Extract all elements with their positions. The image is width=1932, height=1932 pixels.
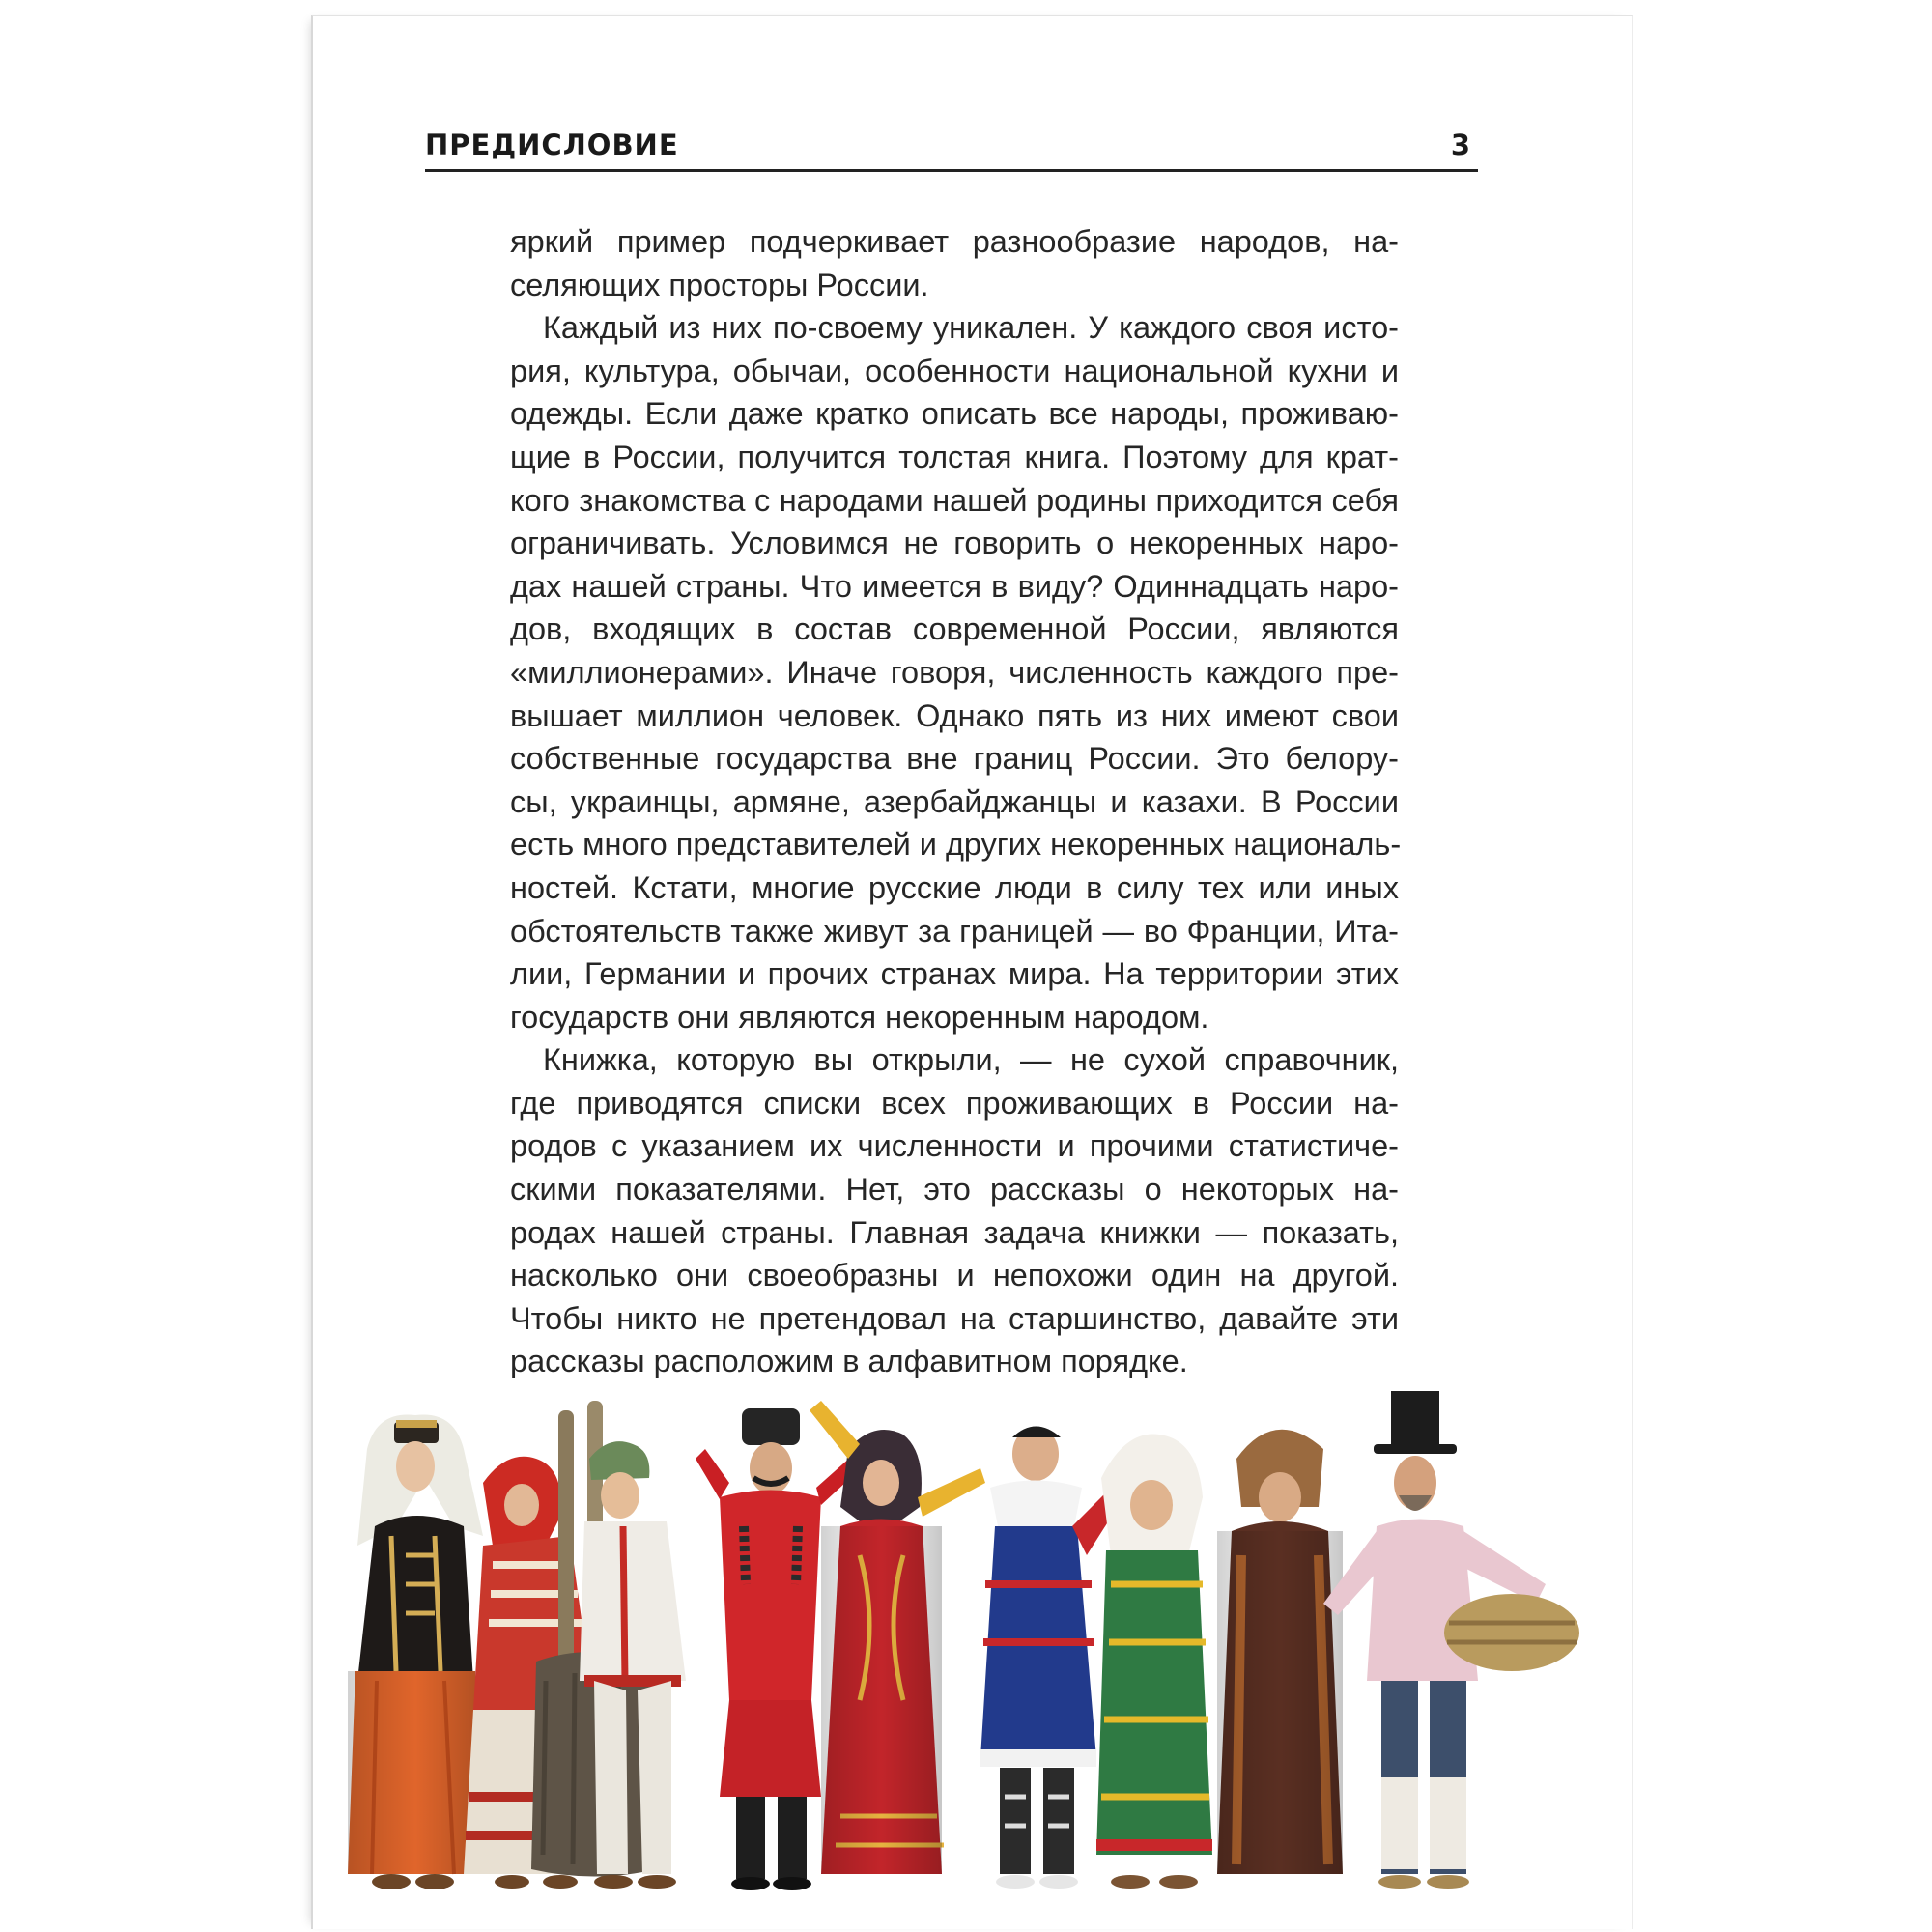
bashkir-figure bbox=[1217, 1430, 1343, 1874]
text-line: кого знакомства с народами нашей родины приходится себя bbox=[510, 482, 1399, 518]
section-title: ПРЕДИСЛОВИЕ bbox=[425, 128, 679, 161]
text-line: ограничивать. Условимся не говорить о некоренных наро- bbox=[510, 526, 1399, 561]
text-line: сы, украинцы, армяне, азербайджанцы и казахи. В России bbox=[510, 783, 1399, 819]
text-line: щие в России, получится толстая книга. Поэтому для крат- bbox=[510, 439, 1399, 474]
text-line: ностей. Кстати, многие русские люди в силу тех или иных bbox=[510, 869, 1399, 905]
text-line: Чтобы никто не претендовал на старшинство, давайте эти bbox=[510, 1300, 1399, 1336]
text-line: родах нашей страны. Главная задача книжки — показать, bbox=[510, 1214, 1399, 1250]
text-line: Книжка, которую вы открыли, — не сухой справочник, bbox=[543, 1042, 1399, 1078]
text-line: есть много представителей и других некоренных националь- bbox=[510, 827, 1402, 863]
text-line: вышает миллион человек. Однако пять из них имеют свои bbox=[510, 697, 1399, 733]
text-line: скими показателями. Нет, это рассказы о некоторых на- bbox=[510, 1172, 1399, 1208]
body-text bbox=[510, 220, 1402, 1383]
text-line: государств они являются некоренным народом. bbox=[510, 999, 1209, 1035]
text-line: рассказы расположим в алфавитном порядке. bbox=[510, 1344, 1188, 1379]
running-header bbox=[425, 128, 1478, 172]
tatar-woman-figure bbox=[348, 1414, 483, 1889]
northern-woman-figure bbox=[1096, 1435, 1212, 1889]
text-line: одежды. Если даже кратко описать все народы, проживаю- bbox=[510, 396, 1399, 432]
text-line: дах нашей страны. Что имеется в виду? Одиннадцать наро- bbox=[510, 568, 1399, 604]
text-line: где приводятся списки всех проживающих в России на- bbox=[510, 1085, 1399, 1121]
text-line: обстоятельств также живут за границей — во Франции, Ита- bbox=[510, 913, 1399, 949]
page-number: 3 bbox=[1450, 128, 1470, 161]
text-line: собственные государства вне границ России. Это белору- bbox=[510, 741, 1399, 777]
text-line: селяющих просторы России. bbox=[510, 267, 929, 302]
russian-peasant-figure bbox=[1323, 1391, 1579, 1889]
text-line: насколько они своеобразны и непохожи один на другой. bbox=[510, 1258, 1399, 1293]
text-line: родов с указанием их численности и прочими статистиче- bbox=[510, 1128, 1399, 1164]
text-line: рия, культура, обычаи, особенности национальной кухни и bbox=[510, 353, 1399, 388]
national-costumes-illustration bbox=[338, 1391, 1613, 1903]
text-line: Каждый из них по-своему уникален. У каждого своя исто- bbox=[543, 310, 1399, 346]
text-line: яркий пример подчеркивает разнообразие народов, на- bbox=[510, 224, 1399, 259]
text-line: дов, входящих в состав современной России, являются bbox=[510, 611, 1399, 647]
text-line: лии, Германии и прочих странах мира. На территории этих bbox=[510, 956, 1399, 992]
text-line: «миллионерами». Иначе говоря, численность каждого пре- bbox=[510, 654, 1399, 690]
